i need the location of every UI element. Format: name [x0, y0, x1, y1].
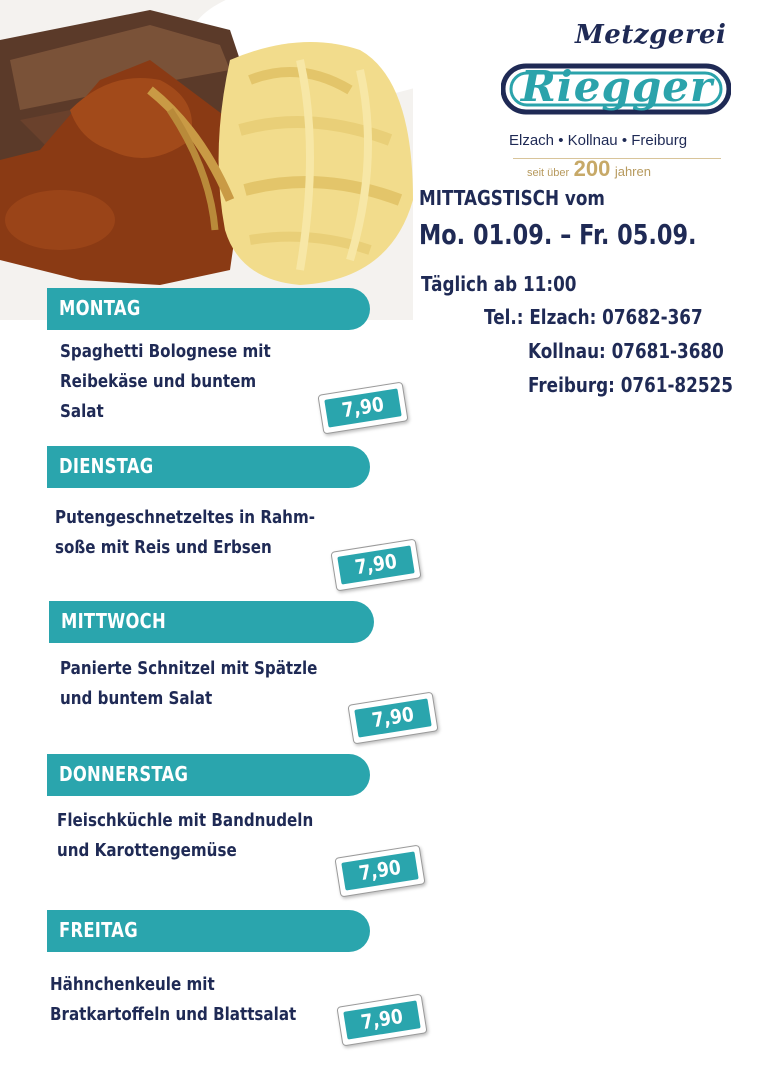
daily-hours: Täglich ab 11:00 [421, 272, 577, 296]
logo-locations: Elzach • Kollnau • Freiburg [509, 132, 688, 149]
price-tag-freitag [336, 994, 427, 1047]
logo-top-text: Metzgerei [575, 20, 727, 50]
logo-since-number: 200 [573, 156, 611, 181]
food-photo [0, 0, 413, 320]
day-banner-freitag [47, 910, 370, 952]
day-label: DIENSTAG [59, 454, 154, 478]
price-tag-donnerstag [334, 845, 425, 898]
logo-name: Riegger [520, 62, 714, 111]
day-banner-montag [47, 288, 370, 330]
dish-mittwoch: Panierte Schnitzel mit Spätzle und buntem Salat [60, 658, 318, 709]
day-banner-donnerstag [47, 754, 370, 796]
metzgerei-riegger-logo [497, 18, 737, 188]
day-label: MITTWOCH [61, 609, 166, 633]
mittagstisch-title: MITTAGSTISCH vom [419, 186, 605, 210]
dish-freitag: Hähnchenkeule mit Bratkartoffeln und Blattsalat [50, 974, 297, 1025]
day-label: FREITAG [59, 918, 138, 942]
price-tag-mittwoch [347, 692, 438, 745]
phone-freiburg: Freiburg: 0761-82525 [528, 373, 733, 397]
logo-since-prefix: seit über [527, 167, 570, 179]
price-tag-dienstag [330, 539, 421, 592]
day-banner-mittwoch [49, 601, 374, 643]
price-value: 7,90 [340, 391, 386, 423]
dish-montag: Spaghetti Bolognese mit Reibekäse und buntem Salat [60, 341, 271, 422]
price-tag-montag [317, 382, 408, 435]
price-value: 7,90 [359, 1003, 405, 1035]
phone-kollnau: Kollnau: 07681-3680 [528, 339, 724, 363]
price-value: 7,90 [357, 854, 403, 886]
day-label: DONNERSTAG [59, 762, 189, 786]
dish-dienstag: Putengeschnetzeltes in Rahm- soße mit Reis und Erbsen [55, 507, 315, 558]
price-value: 7,90 [370, 701, 416, 733]
logo-since [527, 156, 651, 182]
date-range: Mo. 01.09. – Fr. 05.09. [419, 218, 697, 251]
day-label: MONTAG [59, 296, 141, 320]
price-value: 7,90 [353, 548, 399, 580]
phone-elzach: Tel.: Elzach: 07682-367 [484, 305, 703, 329]
dish-donnerstag: Fleischküchle mit Bandnudeln und Karottengemüse [57, 810, 314, 861]
day-banner-dienstag [47, 446, 370, 488]
logo-since-suffix: jahren [614, 164, 651, 179]
